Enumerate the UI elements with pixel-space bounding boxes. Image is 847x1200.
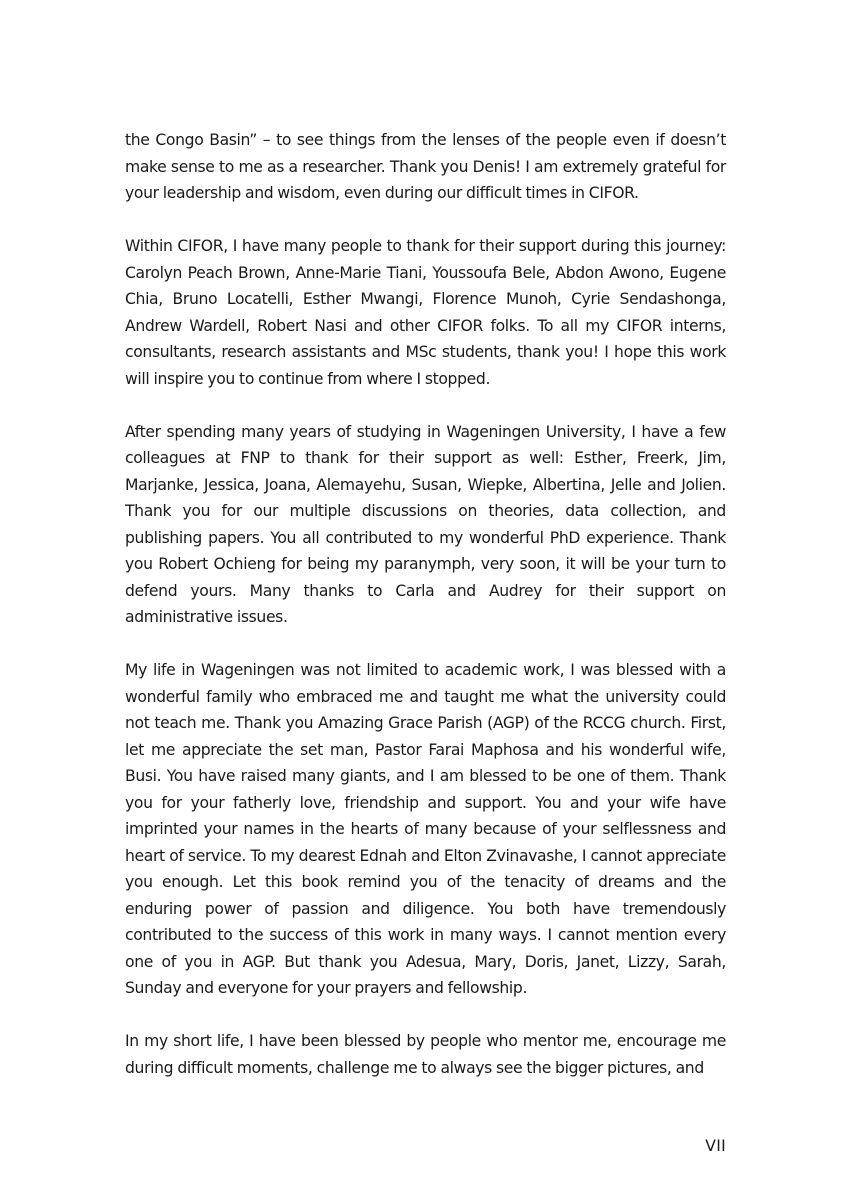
paragraph: the Congo Basin” – to see things from the lenses of the people even if doesn’t make sense to me as a researcher. Thank you Denis! I am extremely grateful for your leadership and wisdom, even during our difficult times in CIFOR.	[125, 131, 726, 202]
paragraph: My life in Wageningen was not limited to academic work, I was blessed with a wonderful family who embraced me and taught me what the university could not teach me. Thank you Amazing Grace Parish (AGP) of the RCCG church. First, let me appreciate the set man, Pastor Farai Maphosa and his wonderful wife, Busi. You have raised many giants, and I am blessed to be one of them. Thank you for your fatherly love, friendship and support. You and your wife have imprinted your names in the hearts of many because of your selflessness and heart of service. To my dearest Ednah and Elton Zvinavashe, I cannot appreciate you enough. Let this book remind you of the tenacity of dreams and the enduring power of passion and diligence. You both have tremendously contributed to the success of this work in many ways. I cannot mention every one of you in AGP. But thank you Adesua, Mary, Doris, Janet, Lizzy, Sarah, Sunday and everyone for your prayers and fellowship.	[125, 661, 726, 997]
body-text	[125, 127, 726, 1081]
paragraph: After spending many years of studying in Wageningen University, I have a few colleagues at FNP to thank for their support as well: Esther, Freerk, Jim, Marjanke, Jessica, Joana, Alemayehu, Susan, Wiepke, Albertina, Jelle and Jolien. Thank you for our multiple discussions on theories, data collection, and publishing papers. You all contributed to my wonderful PhD experience. Thank you Robert Ochieng for being my paranymph, very soon, it will be your turn to defend yours. Many thanks to Carla and Audrey for their support on administrative issues.	[125, 422, 726, 626]
paragraph: In my short life, I have been blessed by people who mentor me, encourage me during difficult moments, challenge me to always see the bigger pictures, and	[125, 1032, 726, 1077]
paragraph: Within CIFOR, I have many people to thank for their support during this journey: Carolyn Peach Brown, Anne-Marie Tiani, Youssoufa Bele, Abdon Awono, Eugene Chia, Bruno Locatelli, Esther Mwangi, Florence Munoh, Cyrie Sendashonga, Andrew Wardell, Robert Nasi and other CIFOR folks. To all my CIFOR interns, consultants, research assistants and MSc students, thank you! I hope this work will inspire you to continue from where I stopped.	[125, 237, 726, 388]
page-number: VII	[705, 1137, 726, 1155]
